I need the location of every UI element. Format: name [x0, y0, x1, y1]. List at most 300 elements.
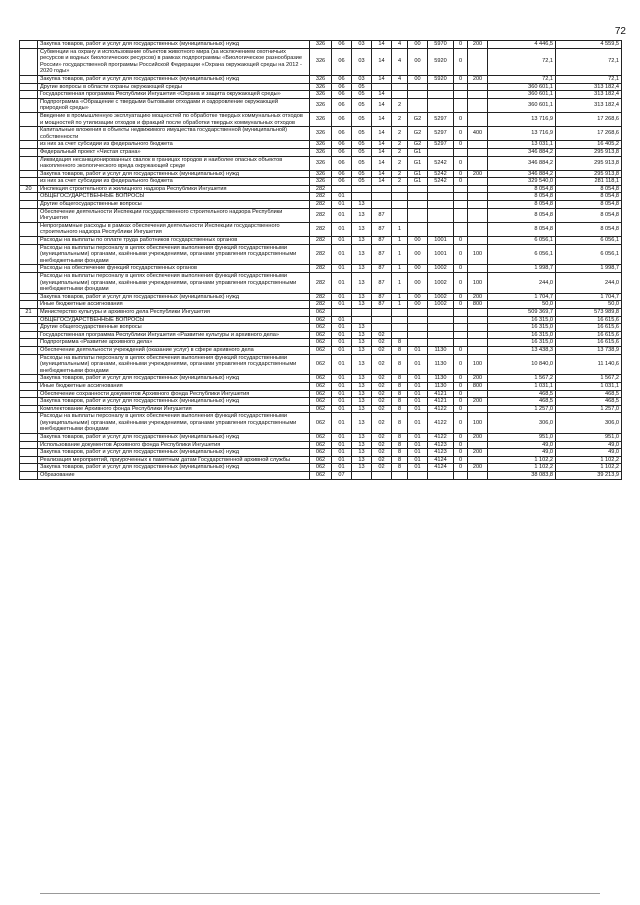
extra-code: 0 [454, 273, 468, 294]
program-code: 02 [372, 434, 392, 442]
row-number [20, 265, 38, 273]
direction-code: 4122 [428, 413, 454, 434]
direction-code: 1130 [428, 382, 454, 390]
activity-code: 00 [408, 41, 428, 49]
expense-name: Субвенции на охрану и использование объектов животного мира (за исключением охотничьих ресурсов и водных биологических ресурсов) в рамках подпрограммы «Биологическое разнообразие России» государственной программы Российской Федерации «Охрана окружающей среды на 2012 - 2020 годы» [38, 48, 310, 75]
budget-table [19, 40, 622, 480]
direction-code: 1002 [428, 265, 454, 273]
row-number [20, 127, 38, 141]
section-code: 01 [332, 346, 352, 354]
program-code: 87 [372, 293, 392, 301]
expense-name: Закупка товаров, работ и услуг для государственных (муниципальных) нужд [38, 41, 310, 49]
program-code [372, 316, 392, 324]
table-row [20, 48, 622, 75]
program-code [372, 308, 392, 316]
expense-name: Иные бюджетные ассигнования [38, 301, 310, 309]
activity-code [408, 98, 428, 112]
admin-code: 282 [310, 193, 332, 201]
amount-year-1: 50,0 [488, 301, 556, 309]
program-code: 02 [372, 441, 392, 449]
row-number [20, 456, 38, 464]
program-code: 02 [372, 375, 392, 383]
expense-type-code [468, 156, 488, 170]
activity-code: 00 [408, 244, 428, 265]
subsection-code: 13 [352, 273, 372, 294]
expense-type-code [468, 112, 488, 126]
expense-name: Другие вопросы в области охраны окружающей среды [38, 83, 310, 91]
expense-name: Другие общегосударственные вопросы [38, 201, 310, 209]
activity-code: 00 [408, 265, 428, 273]
direction-code: 4124 [428, 464, 454, 472]
table-row [20, 331, 622, 339]
subprogram-code: 8 [392, 434, 408, 442]
expense-type-code [468, 331, 488, 339]
subprogram-code [392, 331, 408, 339]
amount-year-2: 1 998,7 [556, 265, 622, 273]
program-code [372, 324, 392, 332]
section-code [332, 308, 352, 316]
section-code: 01 [332, 449, 352, 457]
subprogram-code: 1 [392, 265, 408, 273]
admin-code: 062 [310, 324, 332, 332]
subprogram-code: 8 [392, 413, 408, 434]
expense-name: Закупка товаров, работ и услуг для государственных (муниципальных) нужд [38, 464, 310, 472]
subprogram-code [392, 201, 408, 209]
amount-year-1: 16 315,0 [488, 339, 556, 347]
activity-code: 01 [408, 413, 428, 434]
amount-year-2: 1 102,2 [556, 456, 622, 464]
row-number [20, 244, 38, 265]
admin-code: 282 [310, 273, 332, 294]
direction-code: 5297 [428, 141, 454, 149]
program-code: 02 [372, 464, 392, 472]
row-number [20, 156, 38, 170]
subsection-code: 05 [352, 156, 372, 170]
row-number [20, 434, 38, 442]
amount-year-1: 360 601,1 [488, 83, 556, 91]
amount-year-1: 8 054,8 [488, 185, 556, 193]
expense-type-code [468, 265, 488, 273]
program-code: 14 [372, 48, 392, 75]
activity-code [408, 201, 428, 209]
row-number [20, 75, 38, 83]
subsection-code: 13 [352, 405, 372, 413]
table-row [20, 222, 622, 236]
program-code: 02 [372, 331, 392, 339]
program-code: 02 [372, 354, 392, 375]
subsection-code: 13 [352, 208, 372, 222]
amount-year-2: 951,0 [556, 434, 622, 442]
direction-code: 5970 [428, 41, 454, 49]
amount-year-1: 1 031,1 [488, 382, 556, 390]
amount-year-2: 1 704,7 [556, 293, 622, 301]
amount-year-1: 8 054,8 [488, 193, 556, 201]
row-number [20, 472, 38, 480]
activity-code [408, 208, 428, 222]
amount-year-1: 468,5 [488, 398, 556, 406]
expense-type-code [468, 201, 488, 209]
admin-code: 062 [310, 472, 332, 480]
expense-type-code: 800 [468, 301, 488, 309]
row-number [20, 222, 38, 236]
extra-code: 0 [454, 141, 468, 149]
extra-code [454, 98, 468, 112]
subsection-code [352, 472, 372, 480]
section-code: 01 [332, 405, 352, 413]
admin-code: 062 [310, 390, 332, 398]
subsection-code: 03 [352, 48, 372, 75]
direction-code: 4123 [428, 449, 454, 457]
direction-code [428, 148, 454, 156]
direction-code [428, 201, 454, 209]
extra-code: 0 [454, 413, 468, 434]
amount-year-2: 1 031,1 [556, 382, 622, 390]
section-code: 01 [332, 441, 352, 449]
extra-code: 0 [454, 434, 468, 442]
section-code: 06 [332, 98, 352, 112]
direction-code: 1001 [428, 237, 454, 245]
activity-code [408, 308, 428, 316]
amount-year-2: 50,0 [556, 301, 622, 309]
expense-name: Образование [38, 472, 310, 480]
expense-type-code: 100 [468, 413, 488, 434]
table-row [20, 265, 622, 273]
activity-code: G1 [408, 156, 428, 170]
subsection-code: 05 [352, 178, 372, 186]
extra-code: 0 [454, 237, 468, 245]
section-code: 01 [332, 273, 352, 294]
section-code: 01 [332, 354, 352, 375]
subprogram-code: 8 [392, 354, 408, 375]
row-number [20, 178, 38, 186]
amount-year-2: 468,5 [556, 398, 622, 406]
page-number: 72 [614, 26, 626, 37]
subprogram-code: 8 [392, 456, 408, 464]
subprogram-code [392, 316, 408, 324]
table-row [20, 316, 622, 324]
activity-code: G2 [408, 112, 428, 126]
amount-year-2: 17 268,6 [556, 112, 622, 126]
admin-code: 326 [310, 127, 332, 141]
subprogram-code: 2 [392, 112, 408, 126]
amount-year-2: 49,0 [556, 449, 622, 457]
expense-type-code: 400 [468, 127, 488, 141]
expense-type-code: 100 [468, 244, 488, 265]
row-number [20, 141, 38, 149]
amount-year-1: 16 315,0 [488, 331, 556, 339]
expense-name: Закупка товаров, работ и услуг для государственных (муниципальных) нужд [38, 75, 310, 83]
subprogram-code: 8 [392, 339, 408, 347]
subsection-code: 13 [352, 413, 372, 434]
subsection-code: 05 [352, 127, 372, 141]
admin-code: 062 [310, 331, 332, 339]
extra-code: 0 [454, 293, 468, 301]
section-code: 06 [332, 112, 352, 126]
table-row [20, 413, 622, 434]
program-code [372, 83, 392, 91]
direction-code: 5297 [428, 127, 454, 141]
activity-code [408, 193, 428, 201]
amount-year-1: 1 704,7 [488, 293, 556, 301]
subprogram-code: 1 [392, 301, 408, 309]
program-code: 14 [372, 170, 392, 178]
amount-year-1: 6 056,1 [488, 244, 556, 265]
amount-year-1: 8 054,8 [488, 222, 556, 236]
admin-code: 062 [310, 375, 332, 383]
subsection-code: 05 [352, 91, 372, 99]
section-code: 01 [332, 237, 352, 245]
activity-code: 00 [408, 48, 428, 75]
table-row [20, 464, 622, 472]
expense-name: ОБЩЕГОСУДАРСТВЕННЫЕ ВОПРОСЫ [38, 316, 310, 324]
admin-code: 062 [310, 346, 332, 354]
amount-year-1: 10 840,0 [488, 354, 556, 375]
subprogram-code: 2 [392, 141, 408, 149]
extra-code: 0 [454, 265, 468, 273]
activity-code: G2 [408, 127, 428, 141]
expense-name: Капитальные вложения в объекты недвижимого имущества государственной (муниципальной) собственности [38, 127, 310, 141]
extra-code [454, 208, 468, 222]
expense-type-code [468, 193, 488, 201]
admin-code: 062 [310, 405, 332, 413]
expense-type-code [468, 441, 488, 449]
row-number [20, 331, 38, 339]
table-row [20, 324, 622, 332]
program-code: 14 [372, 141, 392, 149]
program-code: 87 [372, 265, 392, 273]
subsection-code: 13 [352, 265, 372, 273]
expense-type-code: 200 [468, 170, 488, 178]
subprogram-code: 8 [392, 346, 408, 354]
direction-code [428, 331, 454, 339]
expense-type-code: 200 [468, 434, 488, 442]
subsection-code: 13 [352, 434, 372, 442]
table-row [20, 398, 622, 406]
amount-year-2: 313 182,4 [556, 98, 622, 112]
subsection-code: 13 [352, 449, 372, 457]
activity-code: 01 [408, 405, 428, 413]
direction-code [428, 472, 454, 480]
activity-code: G2 [408, 141, 428, 149]
budget-table-body [20, 41, 622, 480]
amount-year-1: 13 031,1 [488, 141, 556, 149]
amount-year-1: 1 102,2 [488, 456, 556, 464]
expense-name: Обеспечение деятельности Инспекции государственного строительного надзора Республики Ингушетия [38, 208, 310, 222]
subprogram-code: 8 [392, 405, 408, 413]
subprogram-code: 2 [392, 148, 408, 156]
subsection-code [352, 193, 372, 201]
admin-code: 282 [310, 301, 332, 309]
admin-code: 062 [310, 456, 332, 464]
extra-code: 0 [454, 456, 468, 464]
expense-type-code [468, 472, 488, 480]
row-number [20, 382, 38, 390]
row-number [20, 293, 38, 301]
direction-code [428, 98, 454, 112]
table-row [20, 201, 622, 209]
table-row [20, 308, 622, 316]
extra-code: 0 [454, 405, 468, 413]
extra-code: 0 [454, 354, 468, 375]
admin-code: 062 [310, 316, 332, 324]
extra-code [454, 308, 468, 316]
admin-code: 062 [310, 441, 332, 449]
extra-code [454, 83, 468, 91]
program-code: 02 [372, 346, 392, 354]
expense-type-code [468, 141, 488, 149]
subprogram-code: 8 [392, 464, 408, 472]
admin-code: 326 [310, 112, 332, 126]
row-number [20, 324, 38, 332]
activity-code: 01 [408, 375, 428, 383]
expense-type-code: 200 [468, 449, 488, 457]
direction-code [428, 308, 454, 316]
row-number [20, 339, 38, 347]
subsection-code: 13 [352, 222, 372, 236]
subprogram-code: 1 [392, 244, 408, 265]
program-code: 02 [372, 382, 392, 390]
subsection-code: 13 [352, 339, 372, 347]
table-row [20, 434, 622, 442]
row-number [20, 208, 38, 222]
subprogram-code [392, 185, 408, 193]
expense-type-code [468, 456, 488, 464]
activity-code [408, 316, 428, 324]
subsection-code: 13 [352, 464, 372, 472]
subprogram-code: 8 [392, 375, 408, 383]
extra-code [454, 339, 468, 347]
program-code [372, 472, 392, 480]
expense-type-code [468, 405, 488, 413]
expense-type-code [468, 148, 488, 156]
page-bottom-rule [40, 893, 600, 894]
program-code: 14 [372, 41, 392, 49]
subprogram-code: 2 [392, 170, 408, 178]
amount-year-2: 49,0 [556, 441, 622, 449]
table-row [20, 83, 622, 91]
amount-year-2: 4 559,5 [556, 41, 622, 49]
table-row [20, 41, 622, 49]
section-code: 01 [332, 324, 352, 332]
expense-type-code [468, 316, 488, 324]
direction-code [428, 208, 454, 222]
amount-year-1: 72,1 [488, 75, 556, 83]
subprogram-code: 8 [392, 382, 408, 390]
row-number [20, 354, 38, 375]
extra-code: 0 [454, 301, 468, 309]
admin-code: 062 [310, 434, 332, 442]
subsection-code [352, 316, 372, 324]
section-code: 06 [332, 48, 352, 75]
expense-type-code: 800 [468, 382, 488, 390]
extra-code: 0 [454, 464, 468, 472]
amount-year-1: 1 257,0 [488, 405, 556, 413]
expense-name: Реализация мероприятий, приуроченных к памятным датам Государственной архивной службы [38, 456, 310, 464]
admin-code: 282 [310, 244, 332, 265]
admin-code: 326 [310, 83, 332, 91]
subprogram-code [392, 91, 408, 99]
row-number [20, 41, 38, 49]
expense-type-code: 200 [468, 464, 488, 472]
admin-code: 326 [310, 91, 332, 99]
admin-code: 062 [310, 339, 332, 347]
amount-year-1: 13 438,3 [488, 346, 556, 354]
admin-code: 062 [310, 382, 332, 390]
amount-year-1: 346 884,2 [488, 156, 556, 170]
subsection-code: 13 [352, 301, 372, 309]
expense-name: Обеспечение сохранности документов Архивного фонда Республики Ингушетия [38, 390, 310, 398]
direction-code [428, 83, 454, 91]
subsection-code: 05 [352, 98, 372, 112]
section-code: 06 [332, 178, 352, 186]
expense-name: Обеспечение деятельности учреждений (оказание услуг) в сфере архивного дела [38, 346, 310, 354]
program-code: 14 [372, 75, 392, 83]
row-number [20, 98, 38, 112]
expense-type-code [468, 83, 488, 91]
subsection-code: 13 [352, 375, 372, 383]
row-number [20, 390, 38, 398]
row-number [20, 301, 38, 309]
table-row [20, 148, 622, 156]
subprogram-code [392, 193, 408, 201]
direction-code: 1002 [428, 301, 454, 309]
amount-year-1: 360 601,1 [488, 91, 556, 99]
table-row [20, 170, 622, 178]
subsection-code [352, 308, 372, 316]
section-code: 01 [332, 331, 352, 339]
table-row [20, 472, 622, 480]
extra-code [454, 222, 468, 236]
activity-code: 00 [408, 237, 428, 245]
amount-year-1: 306,0 [488, 413, 556, 434]
subsection-code: 13 [352, 382, 372, 390]
table-row [20, 244, 622, 265]
section-code: 01 [332, 375, 352, 383]
activity-code: 01 [408, 382, 428, 390]
section-code: 01 [332, 301, 352, 309]
program-code [372, 185, 392, 193]
extra-code: 0 [454, 75, 468, 83]
admin-code: 326 [310, 148, 332, 156]
expense-name: Расходы на выплаты персоналу в целях обеспечения выполнения функций государственными (муниципальными) органами, казёнными учреждениями, органами управления государственными внебюджетными фондами [38, 273, 310, 294]
activity-code [408, 222, 428, 236]
table-row [20, 456, 622, 464]
subprogram-code [392, 308, 408, 316]
extra-code: 0 [454, 156, 468, 170]
section-code: 01 [332, 464, 352, 472]
direction-code [428, 324, 454, 332]
expense-type-code [468, 48, 488, 75]
subprogram-code: 2 [392, 127, 408, 141]
expense-type-code [468, 91, 488, 99]
admin-code: 062 [310, 308, 332, 316]
program-code [372, 193, 392, 201]
row-number [20, 405, 38, 413]
extra-code [454, 148, 468, 156]
program-code: 87 [372, 301, 392, 309]
table-row [20, 375, 622, 383]
direction-code: 4121 [428, 390, 454, 398]
expense-name: Государственная программа Республики Ингушетия «Охрана и защита окружающей среды» [38, 91, 310, 99]
amount-year-2: 6 056,1 [556, 237, 622, 245]
subprogram-code: 8 [392, 441, 408, 449]
extra-code [454, 316, 468, 324]
amount-year-1: 468,5 [488, 390, 556, 398]
extra-code [454, 201, 468, 209]
row-number: 21 [20, 308, 38, 316]
amount-year-2: 6 056,1 [556, 244, 622, 265]
amount-year-2: 72,1 [556, 48, 622, 75]
